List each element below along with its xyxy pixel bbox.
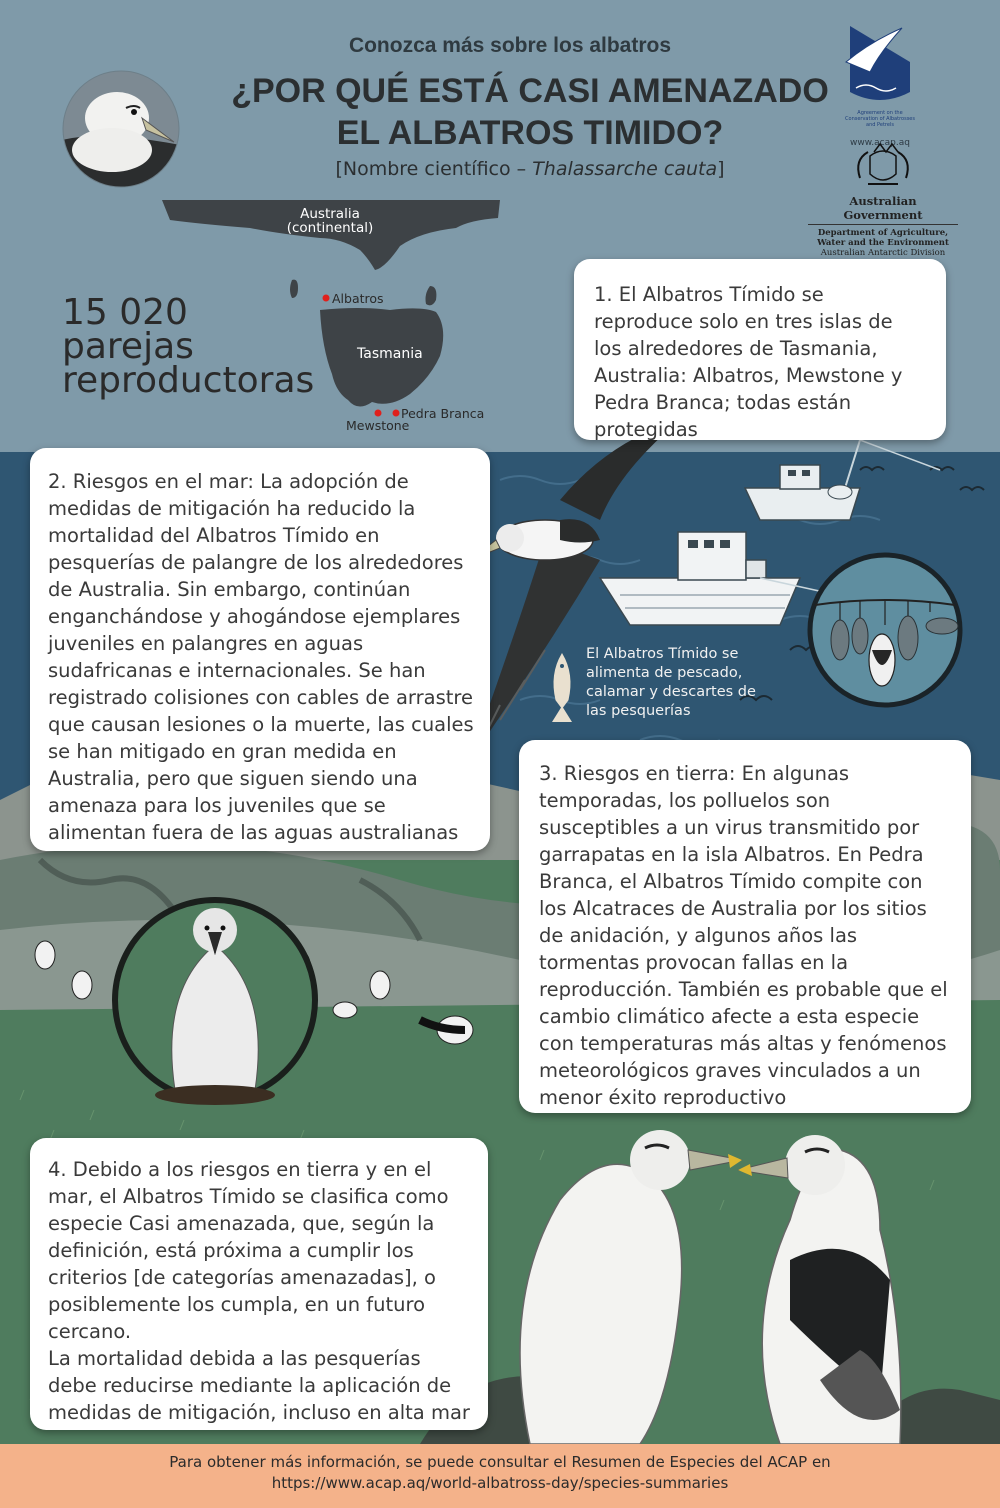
scientific-suffix: ]	[717, 158, 725, 180]
diet-note: El Albatros Tímido se alimenta de pescado, calamar y descartes de las pesquerías	[586, 646, 756, 719]
footer-line-1: Para obtener más información, se puede consultar el Resumen de Especies del ACAP en	[169, 1453, 831, 1471]
footer-link[interactable]: https://www.acap.aq/world-albatross-day/species-summaries	[271, 1474, 729, 1492]
acap-albatross-icon	[840, 22, 920, 108]
acap-url: www.acap.aq	[850, 138, 910, 148]
info-card-status	[30, 1138, 488, 1430]
info-card-sea-risks	[30, 448, 490, 851]
scientific-prefix: [Nombre científico –	[335, 158, 533, 180]
title-line-1: ¿POR QUÉ ESTÁ CASI AMENAZADO	[231, 72, 829, 110]
info-card-status-text-2: La mortalidad debida a las pesquerías debe reducirse mediante la aplicación de medidas de mitigación, incluso en alta mar	[48, 1347, 470, 1424]
population-count: 15 020	[62, 292, 188, 333]
info-card-sea-risks-text: 2. Riesgos en el mar: La adopción de medidas de mitigación ha reducido la mortalidad del Albatros Tímido en pesquerías de palangre de los alrededores de Australia. Sin embargo, continúan enganchándose y ahogándose ejemplares juveniles en palangres en aguas sudafricanas e internacionales. Se han registrado colisiones con cables de arrastre que causan lesiones o la muerte, las cuales se han mitigado en gran medida en Australia, pero que siguen siendo una amenaza para los juveniles que se alimentan fuera de las aguas australianas	[48, 470, 474, 844]
population-figure	[62, 292, 315, 401]
albatros-island-marker	[323, 295, 330, 302]
population-unit-2: reproductoras	[62, 360, 315, 401]
acap-logo	[840, 22, 920, 148]
acap-caption: Agreement on the Conservation of Albatrosses and Petrels	[845, 110, 915, 128]
chick-inset	[115, 900, 315, 1105]
map-label-mainland	[265, 207, 395, 235]
gov-department-1: Department of Agriculture,	[817, 228, 949, 238]
mewstone-marker	[375, 410, 382, 417]
pedra-branca-marker	[393, 410, 400, 417]
australian-government-logo	[808, 142, 958, 258]
info-card-status-text-1: 4. Debido a los riesgos en tierra y en el mar, el Albatros Tímido se clasifica como especie Casi amenazada, que, según la definición, está próxima a cumplir los criterios [de categorías amenazadas], o posiblemente los cumpla, en un futuro cercano.	[48, 1158, 449, 1343]
info-card-land-risks-text: 3. Riesgos en tierra: En algunas temporadas, los polluelos son susceptibles a un virus transmitido por garrapatas en la isla Albatros. En Pedra Branca, el Albatros Tímido compite con los Alcatraces de Australia por los sitios de anidación, y algunos años las tormentas provocan fallas en la reproducción. También es probable que el cambio climático afecte a esta especie con temperaturas más altas y fenómenos meteorológicos graves vinculados a un menor éxito reproductivo	[539, 762, 948, 1109]
map-label-albatros: Albatros	[332, 291, 384, 306]
scientific-name-italic: Thalassarche cauta	[532, 158, 718, 180]
info-card-breeding	[574, 259, 946, 440]
footer-banner	[0, 1444, 1000, 1508]
map-label-tasmania: Tasmania	[357, 346, 423, 362]
scientific-name	[150, 158, 910, 180]
page-title	[150, 70, 910, 154]
fish-icon	[548, 652, 576, 724]
title-line-2: EL ALBATROS TIMIDO?	[336, 114, 724, 152]
albatross-head-photo	[62, 70, 180, 188]
flinders-island-shape	[426, 286, 437, 305]
gov-division: Australian Antarctic Division	[820, 248, 946, 258]
gov-department-2: Water and the Environment	[817, 238, 949, 248]
map-label-mainland-2: (continental)	[286, 220, 374, 236]
map-label-pedra-branca: Pedra Branca	[401, 406, 485, 421]
gov-name: Australian Government	[808, 194, 958, 225]
info-card-breeding-text: 1. El Albatros Tímido se reproduce solo en tres islas de los alrededores de Tasmania, Australia: Albatros, Mewstone y Pedra Branca; todas están protegidas	[594, 283, 903, 441]
coat-of-arms-icon	[808, 142, 958, 190]
map-label-mainland-1: Australia	[300, 206, 360, 222]
info-card-land-risks	[519, 740, 971, 1113]
population-unit-1: parejas	[62, 326, 194, 367]
page-subtitle: Conozca más sobre los albatros	[348, 34, 672, 57]
longline-inset	[810, 555, 960, 705]
map-label-mewstone: Mewstone	[346, 418, 410, 433]
